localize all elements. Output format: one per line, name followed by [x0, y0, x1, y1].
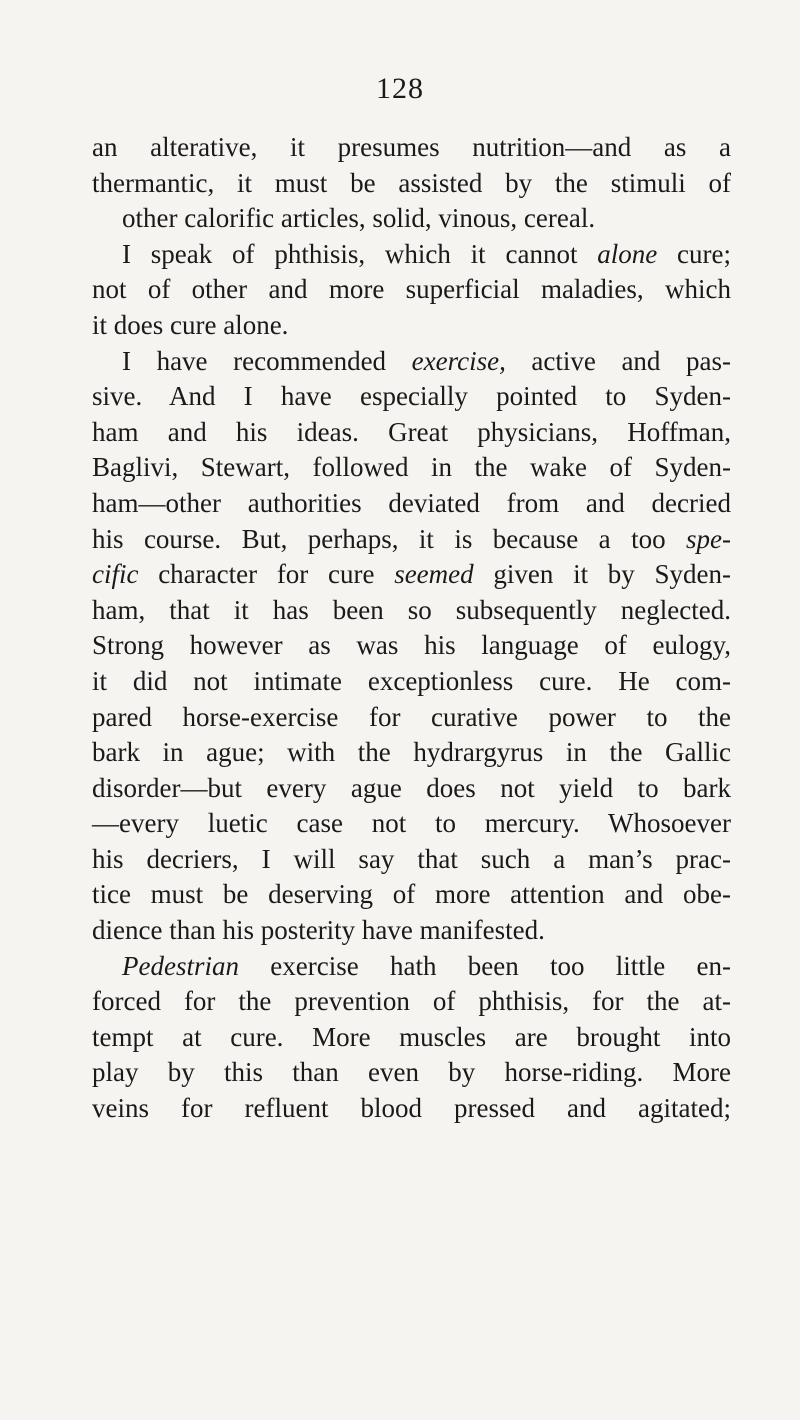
text-line: it does cure alone.: [92, 309, 289, 340]
emphasis: seemed: [394, 559, 474, 590]
text-line: dience than his posterity have manifested.: [92, 915, 545, 946]
text-line: forced for the prevention of phthisis, for the at-: [92, 986, 731, 1017]
text-line: ham, that it has been so subsequently neglected.: [92, 594, 731, 625]
text-line: ham—other authorities deviated from and decried: [92, 487, 731, 518]
text-line: other calorific articles, solid, vinous, cereal.: [122, 203, 596, 234]
text-line: pared horse-exercise for curative power to the: [92, 701, 731, 732]
text-line: bark in ague; with the hydrargyrus in the Gallic: [92, 737, 731, 768]
body-text: [92, 130, 731, 1127]
text-line: I have recommended exercise, active and pas-: [122, 345, 731, 376]
text-line: tempt at cure. More muscles are brought into: [92, 1021, 731, 1052]
text-line: sive. And I have especially pointed to Syden-: [92, 381, 731, 412]
emphasis: alone: [597, 238, 658, 269]
text-line: Baglivi, Stewart, followed in the wake of Syden-: [92, 452, 731, 483]
text-line: thermantic, it must be assisted by the stimuli of: [92, 167, 731, 198]
text-line: cific character for cure seemed given it by Syden-: [92, 559, 731, 590]
emphasis: cific: [92, 559, 139, 590]
text-line: his course. But, perhaps, it is because a too spe-: [92, 523, 731, 554]
text-line: —every luetic case not to mercury. Whosoever: [92, 808, 731, 839]
text-line: not of other and more superficial maladies, which: [92, 274, 731, 305]
emphasis: Pedestrian: [122, 950, 239, 981]
text-line: ham and his ideas. Great physicians, Hoffman,: [92, 416, 731, 447]
text-line: Strong however as was his language of eulogy,: [92, 630, 731, 661]
text-line: Pedestrian exercise hath been too little en-: [122, 950, 731, 981]
text-line: I speak of phthisis, which it cannot alone cure;: [122, 238, 731, 269]
emphasis: exercise,: [411, 345, 506, 376]
text-line: an alterative, it presumes nutrition—and as a: [92, 132, 731, 162]
emphasis: spe-: [686, 523, 731, 554]
text-line: play by this than even by horse-riding. More: [92, 1057, 731, 1088]
text-line: veins for refluent blood pressed and agitated;: [92, 1093, 731, 1124]
text-line: it did not intimate exceptionless cure. He com-: [92, 665, 731, 696]
page-number: 128: [376, 72, 424, 105]
text-line: disorder—but every ague does not yield to bark: [92, 772, 731, 803]
text-line: his decriers, I will say that such a man’s prac-: [92, 843, 731, 874]
text-line: tice must be deserving of more attention and obe-: [92, 879, 731, 910]
